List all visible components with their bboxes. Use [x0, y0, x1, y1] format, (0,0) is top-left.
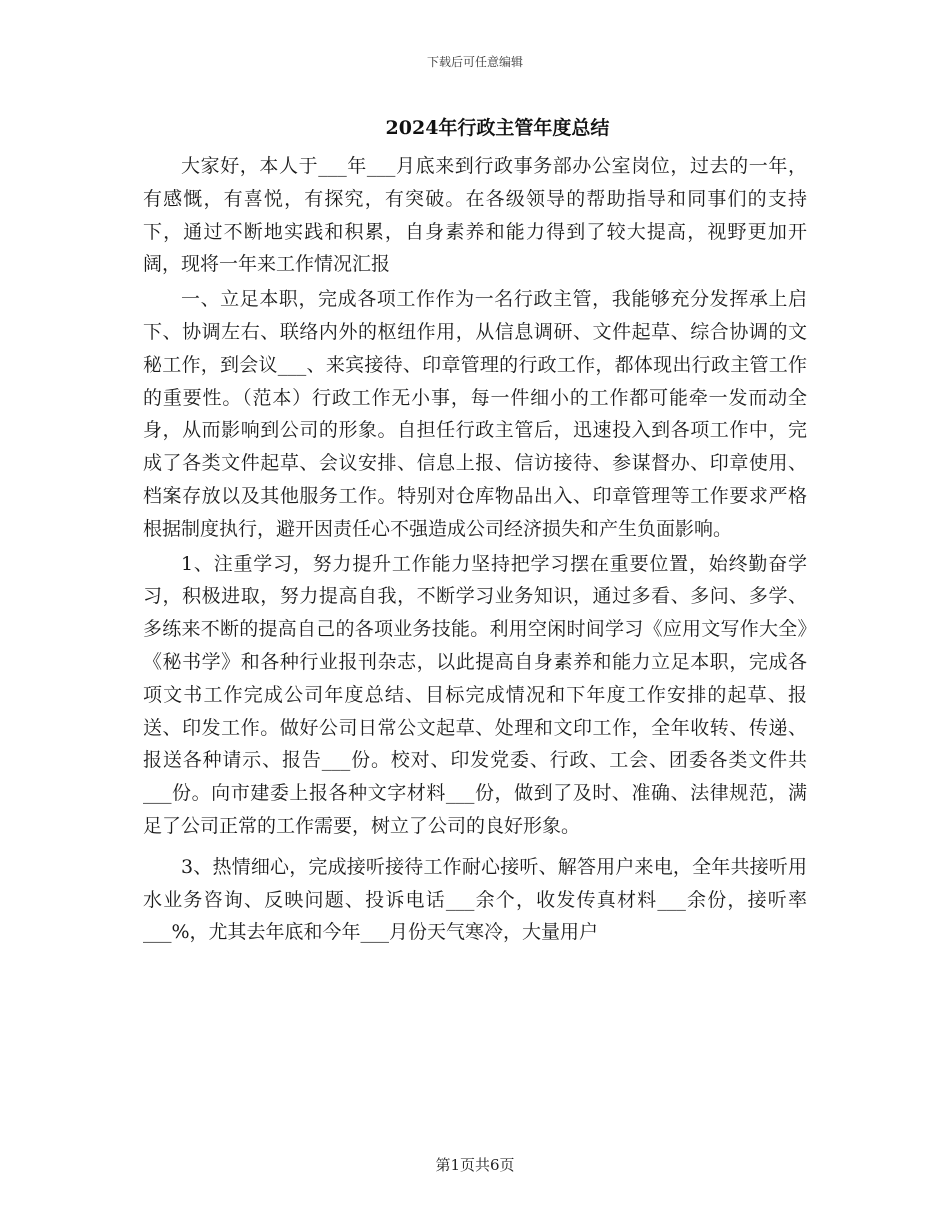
document-body — [143, 150, 807, 949]
paragraph-item-3: 3、热情细心，完成接听接待工作耐心接听、解答用户来电，全年共接听用水业务咨询、反映问题、投诉电话___余个，收发传真材料___余份，接听率___%，尤其去年底和今年___月份天气寒冷，大量用户 — [143, 855, 807, 944]
paragraph-item-1: 1、注重学习，努力提升工作能力坚持把学习摆在重要位置，始终勤奋学习，积极进取，努力提高自我，不断学习业务知识，通过多看、多问、多学、多练来不断的提高自己的各项业务技能。利用空闲时间学习《应用文写作大全》《秘书学》和各种行业报刊杂志，以此提高自身素养和能力立足本职，完成各项文书工作完成公司年度总结、目标完成情况和下年度工作安排的起草、报送、印发工作。做好公司日常公文起草、处理和文印工作，全年收转、传递、报送各种请示、报告___份。校对、印发党委、行政、工会、团委各类文件共___份。向市建委上报各种文字材料___份，做到了及时、准确、法律规范，满足了公司正常的工作需要，树立了公司的良好形象。 — [143, 552, 807, 837]
paragraph-intro: 大家好，本人于___年___月底来到行政事务部办公室岗位，过去的一年，有感慨，有喜悦，有探究，有突破。在各级领导的帮助指导和同事们的支持下，通过不断地实践和积累，自身素养和能力得到了较大提高，视野更加开阔，现将一年来工作情况汇报 — [143, 155, 807, 276]
page-footer: 第1页共6页 — [435, 1156, 515, 1174]
header-note: 下载后可任意编辑 — [426, 55, 523, 69]
document-title: 2024年行政主管年度总结 — [385, 117, 610, 139]
paragraph-section-1: 一、立足本职，完成各项工作作为一名行政主管，我能够充分发挥承上启下、协调左右、联络内外的枢纽作用，从信息调研、文件起草、综合协调的文秘工作，到会议___、来宾接待、印章管理的行政工作，都体现出行政主管工作的重要性。（范本）行政工作无小事，每一件细小的工作都可能牵一发而动全身，从而影响到公司的形象。自担任行政主管后，迅速投入到各项工作中，完成了各类文件起草、会议安排、信息上报、信访接待、参谋督办、印章使用、档案存放以及其他服务工作。特别对仓库物品出入、印章管理等工作要求严格根据制度执行，避开因责任心不强造成公司经济损失和产生负面影响。 — [143, 288, 807, 540]
